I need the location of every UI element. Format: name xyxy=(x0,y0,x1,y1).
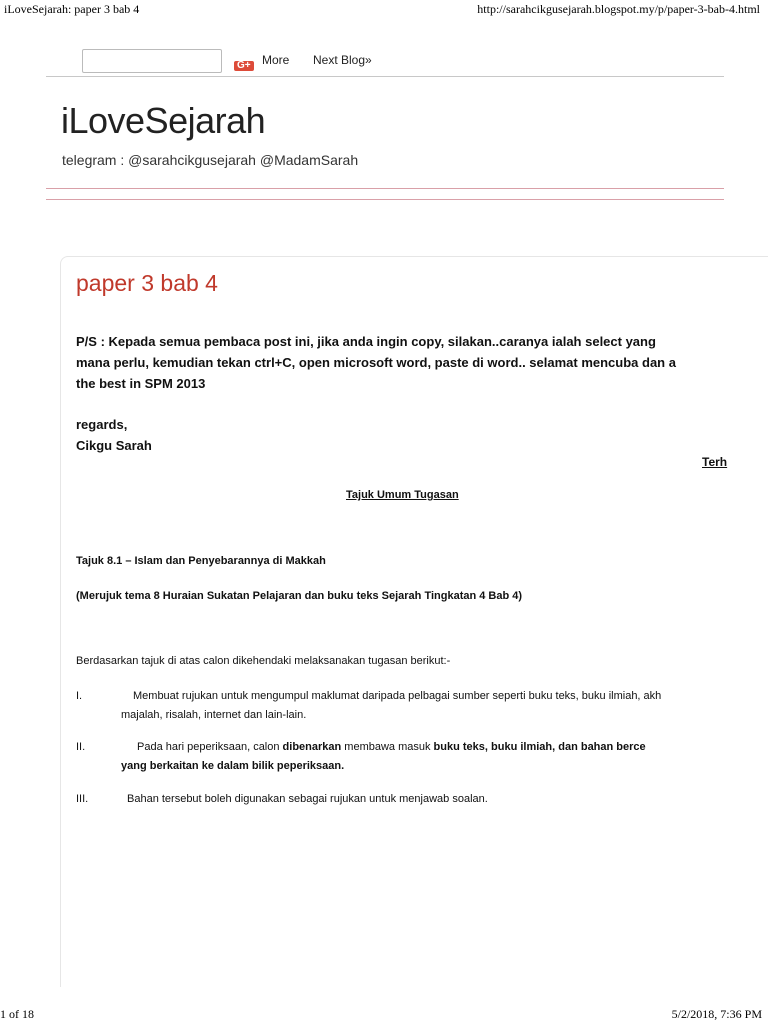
instruction-intro: Berdasarkan tajuk di atas calon dikehendaki melaksanakan tugasan berikut:- xyxy=(76,655,451,667)
bold-segment: dibenarkan xyxy=(282,741,342,753)
print-page-title: iLoveSejarah: paper 3 bab 4 xyxy=(4,2,140,16)
list-item-text xyxy=(121,687,768,725)
tajuk-8-1: Tajuk 8.1 – Islam dan Penyebarannya di Makkah xyxy=(76,555,326,567)
list-item-number: III. xyxy=(76,793,89,805)
merujuk-note: (Merujuk tema 8 Huraian Sukatan Pelajaran dan buku teks Sejarah Tingkatan 4 Bab 4) xyxy=(76,590,523,602)
print-header xyxy=(0,0,768,18)
next-blog-link[interactable]: Next Blog» xyxy=(313,53,372,67)
header-divider-top xyxy=(46,188,724,189)
list-item-number: I. xyxy=(76,690,83,702)
tajuk-umum-heading: Tajuk Umum Tugasan xyxy=(346,489,459,501)
print-url: http://sarahcikgusejarah.blogspot.my/p/paper-3-bab-4.html xyxy=(477,2,760,16)
list-item-line-1: Membuat rujukan untuk mengumpul maklumat daripada pelbagai sumber seperti buku teks, buku ilmiah, akh xyxy=(133,690,662,702)
ps-note xyxy=(76,331,768,394)
regards-text: regards, xyxy=(76,417,128,432)
list-item-text xyxy=(121,738,768,776)
regards-block xyxy=(76,414,152,456)
list-item-text xyxy=(121,790,768,809)
list-item-number: II. xyxy=(76,741,86,753)
list-item-line-1: Bahan tersebut boleh digunakan sebagai rujukan untuk menjawab soalan. xyxy=(127,793,488,805)
blogger-navbar xyxy=(46,44,724,77)
truncated-heading: Terh xyxy=(702,455,728,469)
google-plus-icon[interactable]: G+ xyxy=(234,61,254,71)
text-segment: Pada hari peperiksaan, calon xyxy=(137,741,283,753)
print-page-count: 1 of 18 xyxy=(0,1007,34,1021)
print-datetime: 5/2/2018, 7:36 PM xyxy=(671,1007,762,1021)
more-link[interactable]: More xyxy=(262,53,290,67)
blog-description: telegram : @sarahcikgusejarah @MadamSarah xyxy=(62,152,359,168)
ps-line-2: mana perlu, kemudian tekan ctrl+C, open microsoft word, paste di word.. selamat mencuba dan a xyxy=(76,355,676,370)
post-title: paper 3 bab 4 xyxy=(76,270,218,296)
signature: Cikgu Sarah xyxy=(76,438,152,453)
header-divider-bottom xyxy=(46,199,724,200)
blog-title[interactable]: iLoveSejarah xyxy=(61,100,266,141)
list-item-line-2: yang berkaitan ke dalam bilik peperiksaan. xyxy=(121,760,345,772)
list-item-line-1 xyxy=(121,738,768,757)
post-container xyxy=(60,256,768,987)
list-item-line-2: majalah, risalah, internet dan lain-lain. xyxy=(121,709,307,721)
ps-line-1: P/S : Kepada semua pembaca post ini, jika anda ingin copy, silakan..caranya ialah select yang xyxy=(76,334,656,349)
print-footer xyxy=(0,1004,768,1024)
navbar-search-input[interactable] xyxy=(82,49,222,73)
bold-segment: buku teks, buku ilmiah, dan bahan berce xyxy=(433,741,646,753)
ps-line-3: the best in SPM 2013 xyxy=(76,376,206,391)
text-segment: membawa masuk xyxy=(341,741,434,753)
